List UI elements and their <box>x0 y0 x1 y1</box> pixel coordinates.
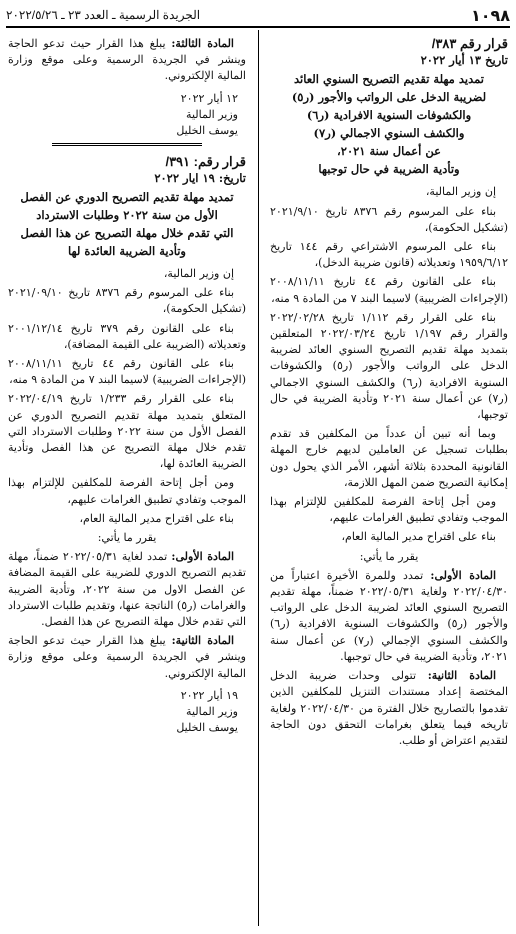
heading-line: وتأدية الضريبة العائدة لها <box>68 244 186 259</box>
preamble-paragraph: بناء على اقتراح مدير المالية العام، <box>341 530 496 544</box>
heading-line: والكشف السنوي الاجمالي (ر٧) <box>313 126 465 141</box>
preamble-paragraph: بناء على المرسوم رقم ٨٣٧٦ تاريخ ٢٠٢١/٠٩/١٠ (تشكيل الحكومة)، <box>8 286 246 316</box>
heading-line: عن أعمال سنة ٢٠٢١، <box>337 144 441 159</box>
decision-heading <box>8 188 246 260</box>
decision-date: تاريخ ١٣ أيار ٢٠٢٢ <box>420 53 508 68</box>
heading-line: وتأدية الضريبة في حال توجبها <box>318 162 460 177</box>
preamble-paragraph: وبما أنه تبين أن عدداً من المكلفين قد تقدم بطلبات تسجيل عن العاملين لديهم خارج المهلة القانونية المحددة بثلاثة أشهر، الأمر الذي يحول دون إمكانية التصريح ضمن المهل اللازمة، <box>270 427 508 489</box>
preamble-paragraph: ومن أجل إتاحة الفرصة للمكلفين للإلتزام بهذا الموجب وتفادي تطبيق الغرامات عليهم، <box>8 476 246 506</box>
preamble-paragraph: بناء على القانون رقم ٤٤ تاريخ ٢٠٠٨/١١/١١ (الإجراءات الضريبية) لاسيما البند ٧ من المادة ٩ منه، <box>8 357 246 387</box>
preamble-paragraph: بناء على القرار رقم ١/١١٢ تاريخ ٢٠٢٢/٠٢/٢٨ والقرار رقم ١/١٩٧ تاريخ ٢٠٢٢/٠٣/٢٤ المتعلقين بتمديد مهلة تقديم التصريح السنوي العائد لضريبة الدخل على الرواتب والأجور (ر٥) والكشوفات السنوية الافرادية (ر٦) والكشف السنوي الاجمالي (ر٧) عن أعمال سنة ٢٠٢١ وتأدية الضريبة في حال توجبها، <box>270 310 508 422</box>
article-text: تتولى وحدات ضريبة الدخل المختصة إعداد مستندات التنزيل للمكلفين الذين تقدموا بالتصاريح خلال الفترة من ٢٠٢٢/٠٤/٣٠ ولغاية تاريخه فيما يتعلق بغرامات التحقق دون الحاجة لتقديم اعتراض أو طلب. <box>270 669 508 747</box>
article-2 <box>270 668 508 749</box>
heading-line: والكشوفات السنوية الافرادية (ر٦) <box>306 108 472 123</box>
decides-line: يقرر ما يأتي: <box>97 531 157 545</box>
preamble-paragraph: بناء على القانون رقم ٣٧٩ تاريخ ٢٠٠١/١٢/١٤ وتعديلاته (الضريبة على القيمة المضافة)، <box>8 321 246 351</box>
article-1 <box>270 568 508 665</box>
preamble-paragraph: ومن أجل إتاحة الفرصة للمكلفين للإلتزام بهذا الموجب وتفادي تطبيق الغرامات عليهم، <box>270 495 508 525</box>
preamble-paragraph: إن وزير المالية، <box>425 185 496 199</box>
article-label: المادة الثالثة: <box>171 37 234 50</box>
article-label: المادة الثانية: <box>427 669 496 683</box>
heading-line: تمديد مهلة تقديم التصريح الدوري عن الفصل <box>20 190 234 205</box>
article-text: يبلغ هذا القرار حيث تدعو الحاجة وينشر في الجريدة الرسمية وعلى موقع وزارة المالية الإلكتروني. <box>8 37 246 83</box>
article-3 <box>8 36 246 85</box>
signature-date: ١٩ أيار ٢٠٢٢ <box>180 688 238 702</box>
article-label: المادة الثانية: <box>171 634 234 648</box>
journal-title: الجريدة الرسمية ـ العدد ٢٣ ـ ٢٠٢٢/٥/٢٦ <box>6 8 201 22</box>
preamble-paragraph: إن وزير المالية، <box>163 267 234 281</box>
column-divider <box>258 30 259 926</box>
article-text: تمدد وللمرة الأخيرة اعتباراً من ٢٠٢٢/٠٤/٣٠ ولغاية ٢٠٢٢/٠٥/٣١ ضمناً، مهلة تقديم التصريح السنوي العائد لضريبة الدخل على الرواتب والأجور (ر٥) والكشوفات السنوية الافرادية (ر٦) والكشف السنوي الإجمالي (ر٧) عن أعمال سنة ٢٠٢١، وتأدية الضريبة في حال توجبها. <box>270 568 508 663</box>
heading-line: لضريبة الدخل على الرواتب والأجور (ر٥) <box>291 90 487 105</box>
decision-number: قرار رقم ٣٨٣/ <box>431 36 508 51</box>
section-separator <box>52 143 202 146</box>
heading-line: التي تقدم خلال مهلة التصريح عن هذا الفصل <box>20 226 234 241</box>
page-number: ١٠٩٨ <box>470 5 510 25</box>
right-column <box>270 34 508 752</box>
signer-title: وزير المالية <box>186 107 238 121</box>
heading-line: تمديد مهلة تقديم التصريح السنوي العائد <box>294 72 484 87</box>
signer-name: يوسف الخليل <box>176 720 238 734</box>
heading-line: الأول من سنة ٢٠٢٢ وطلبات الاسترداد <box>36 208 218 223</box>
preamble-paragraph: بناء على اقتراح مدير المالية العام، <box>79 511 234 525</box>
page-header <box>6 4 510 28</box>
decision-number: قرار رقم: ٣٩١/ <box>165 153 246 169</box>
decides-line: يقرر ما يأتي: <box>359 549 419 563</box>
article-text: تمدد لغاية ٢٠٢٢/٠٥/٣١ ضمناً، مهلة تقديم التصريح الدوري للضريبة على القيمة المضافة عن الفصل الاول من سنة ٢٠٢٢، وتأدية الضريبة والغرامات (ر٥) الناتجة عنها، وتقديم طلبات الاسترداد التي تقدم خلال مهلة التصريح عن هذا الفصل. <box>8 550 246 629</box>
preamble-paragraph: بناء على المرسوم الاشتراعي رقم ١٤٤ تاريخ ١٩٥٩/٦/١٢ وتعديلاته (قانون ضريبة الدخل)، <box>270 240 508 270</box>
preamble-paragraph: بناء على القرار رقم ١/٢٣٣ تاريخ ٢٠٢٢/٠٤/١٩ المتعلق بتمديد مهلة تقديم التصريح الدوري عن الفصل الأول من سنة ٢٠٢٢ وطلبات الاسترداد التي تقدم خلال مهلة التصريح عن هذا الفصل وتأدية الضريبة العائدة لها، <box>8 392 246 471</box>
article-1 <box>8 549 246 630</box>
article-2 <box>8 633 246 682</box>
decision-date: تاريخ: ١٩ ايار ٢٠٢٢ <box>154 170 246 185</box>
signature-block <box>8 688 246 736</box>
signature-block <box>8 91 246 139</box>
preamble-paragraph: بناء على القانون رقم ٤٤ تاريخ ٢٠٠٨/١١/١١ (الإجراءات الضريبية) لاسيما البند ٧ من المادة ٩ منه، <box>270 275 508 305</box>
preamble-paragraph: بناء على المرسوم رقم ٨٣٧٦ تاريخ ٢٠٢١/٩/١٠ (تشكيل الحكومة)، <box>270 204 508 234</box>
signer-title: وزير المالية <box>186 704 238 718</box>
article-text: يبلغ هذا القرار حيث تدعو الحاجة وينشر في الجريدة الرسمية وعلى موقع وزارة المالية الإلكتروني. <box>8 634 246 680</box>
decision-heading <box>270 70 508 178</box>
article-label: المادة الأولى: <box>430 568 496 582</box>
signer-name: يوسف الخليل <box>176 123 238 137</box>
article-label: المادة الأولى: <box>171 550 235 564</box>
left-column <box>8 36 246 736</box>
signature-date: ١٢ أيار ٢٠٢٢ <box>180 91 238 105</box>
